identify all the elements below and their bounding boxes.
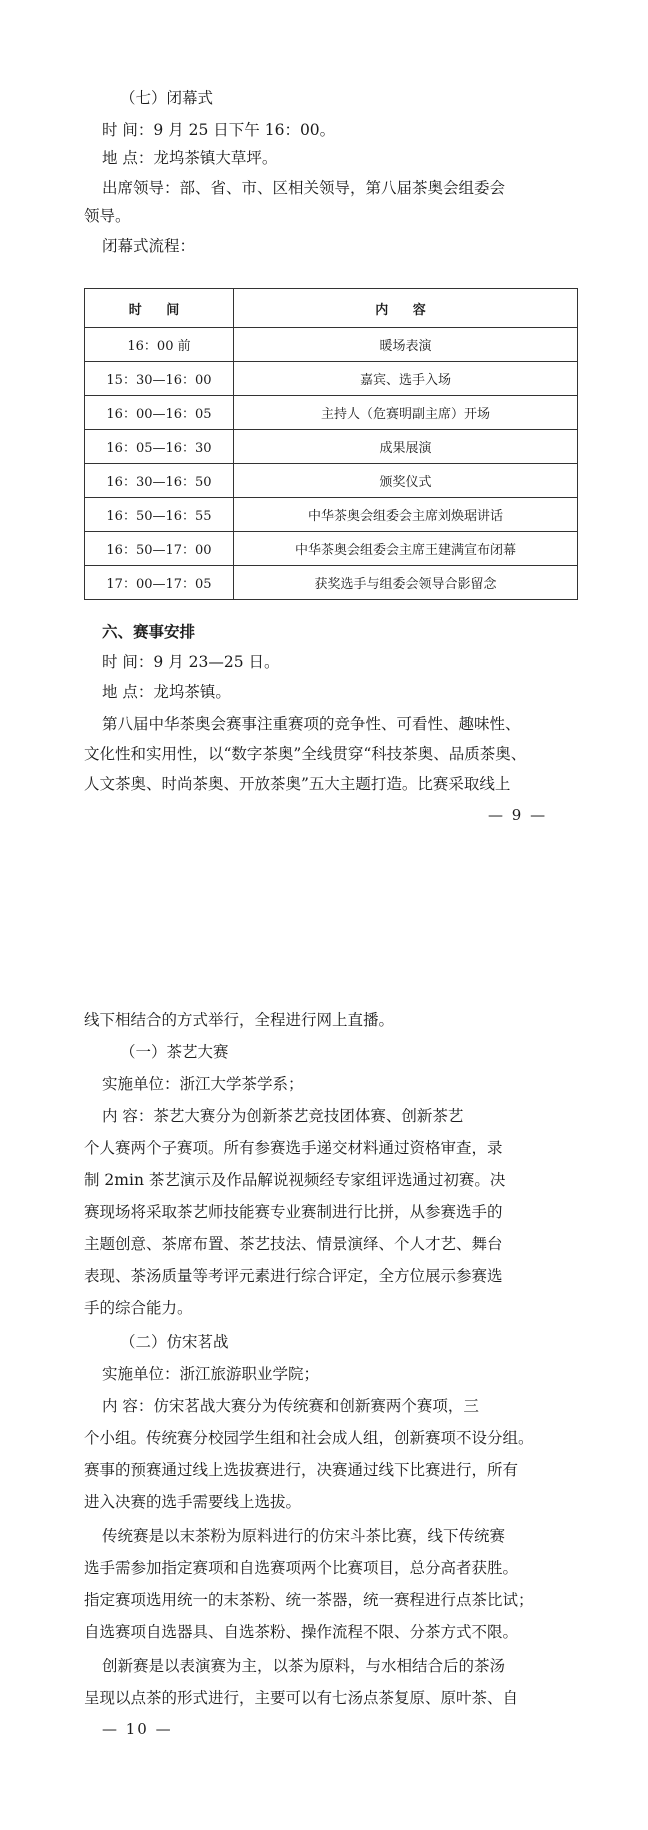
subsection-1-line-1: 内 容：茶艺大赛分为创新茶艺竞技团体赛、创新茶艺 [102, 1107, 464, 1125]
place-line: 地 点：龙坞茶镇大草坪。 [102, 149, 278, 167]
subsection-2-line-2: 个小组。传统赛分校园学生组和社会成人组，创新赛项不设分组。 [84, 1429, 534, 1447]
leaders-line-1: 出席领导：部、省、市、区相关领导，第八届茶奥会组委会 [102, 179, 506, 197]
page-10 [0, 980, 648, 1830]
row-time: 16：30—16：50 [85, 464, 234, 498]
subsection-2-line-4: 进入决赛的选手需要线上选拔。 [84, 1493, 302, 1511]
section-6-time: 时 间：9 月 23—25 日。 [102, 653, 280, 671]
row-content: 暖场表演 [234, 328, 578, 362]
subsection-1-line-6: 表现、茶汤质量等考评元素进行综合评定，全方位展示参赛选 [84, 1267, 503, 1285]
row-content: 中华茶奥会组委会主席王建满宣布闭幕 [234, 532, 578, 566]
subsection-2-unit: 实施单位：浙江旅游职业学院； [102, 1365, 320, 1383]
row-time: 17：00—17：05 [85, 566, 234, 600]
subsection-1-line-2: 个人赛两个子赛项。所有参赛选手递交材料通过资格审查，录 [84, 1139, 503, 1157]
page-number: — 10 — [102, 1720, 173, 1738]
subsection-2-paragraph-line-6: 呈现以点茶的形式进行，主要可以有七汤点茶复原、原叶茶、自 [84, 1689, 519, 1707]
closing-ceremony-heading: （七）闭幕式 [120, 89, 214, 107]
row-time: 16：50—17：00 [85, 532, 234, 566]
table-row [85, 362, 578, 396]
subsection-2-line-3: 赛事的预赛通过线上选拔赛进行，决赛通过线下比赛进行，所有 [84, 1461, 519, 1479]
page-9 [0, 0, 648, 870]
row-content: 获奖选手与组委会领导合影留念 [234, 566, 578, 600]
subsection-2-paragraph-line-3: 指定赛项选用统一的末茶粉、统一茶器，统一赛程进行点茶比试； [84, 1591, 534, 1609]
table-row [85, 464, 578, 498]
section-6-paragraph-line-1: 第八届中华茶奥会赛事注重赛项的竞争性、可看性、趣味性、 [102, 715, 521, 733]
table-header-row [85, 289, 578, 328]
continuation-line: 线下相结合的方式举行，全程进行网上直播。 [84, 1011, 395, 1029]
table-header-time: 时 间 [85, 289, 234, 328]
subsection-2-paragraph-line-1: 传统赛是以末茶粉为原料进行的仿宋斗茶比赛，线下传统赛 [102, 1527, 506, 1545]
row-time: 16：05—16：30 [85, 430, 234, 464]
table-row [85, 430, 578, 464]
flow-label: 闭幕式流程： [102, 237, 196, 255]
subsection-1-line-5: 主题创意、茶席布置、茶艺技法、情景演绎、个人才艺、舞台 [84, 1235, 503, 1253]
row-time: 16：50—16：55 [85, 498, 234, 532]
row-time: 16：00 前 [85, 328, 234, 362]
table-header-content: 内 容 [234, 289, 578, 328]
row-content: 颁奖仪式 [234, 464, 578, 498]
row-time: 16：00—16：05 [85, 396, 234, 430]
table-row [85, 396, 578, 430]
subsection-1-line-7: 手的综合能力。 [84, 1299, 193, 1317]
table-row [85, 498, 578, 532]
table-row [85, 566, 578, 600]
subsection-1-line-3: 制 2min 茶艺演示及作品解说视频经专家组评选通过初赛。决 [84, 1171, 506, 1189]
table-row [85, 532, 578, 566]
subsection-1-heading: （一）茶艺大赛 [120, 1043, 229, 1061]
section-6-paragraph-line-3: 人文茶奥、时尚茶奥、开放茶奥”五大主题打造。比赛采取线上 [84, 775, 511, 793]
subsection-1-line-4: 赛现场将采取茶艺师技能赛专业赛制进行比拼，从参赛选手的 [84, 1203, 503, 1221]
closing-ceremony-table [84, 288, 578, 600]
section-6-paragraph-line-2: 文化性和实用性，以“数字茶奥”全线贯穿“科技茶奥、品质茶奥、 [84, 745, 527, 763]
section-6-heading: 六、赛事安排 [102, 622, 196, 641]
subsection-2-paragraph-line-4: 自选赛项自选器具、自选茶粉、操作流程不限、分茶方式不限。 [84, 1623, 519, 1641]
page-number: — 9 — [488, 806, 548, 824]
table-row [85, 328, 578, 362]
section-6-place: 地 点：龙坞茶镇。 [102, 683, 231, 701]
subsection-1-unit: 实施单位：浙江大学茶学系； [102, 1075, 304, 1093]
time-line: 时 间：9 月 25 日下午 16：00。 [102, 121, 336, 139]
row-content: 中华茶奥会组委会主席刘焕琚讲话 [234, 498, 578, 532]
leaders-line-2: 领导。 [84, 207, 131, 225]
subsection-2-heading: （二）仿宋茗战 [120, 1333, 229, 1351]
row-content: 嘉宾、选手入场 [234, 362, 578, 396]
row-content: 成果展演 [234, 430, 578, 464]
subsection-2-paragraph-line-5: 创新赛是以表演赛为主，以茶为原料，与水相结合后的茶汤 [102, 1657, 506, 1675]
subsection-2-paragraph-line-2: 选手需参加指定赛项和自选赛项两个比赛项目，总分高者获胜。 [84, 1559, 519, 1577]
row-time: 15：30—16：00 [85, 362, 234, 396]
row-content: 主持人（危赛明副主席）开场 [234, 396, 578, 430]
subsection-2-line-1: 内 容：仿宋茗战大赛分为传统赛和创新赛两个赛项，三 [102, 1397, 479, 1415]
